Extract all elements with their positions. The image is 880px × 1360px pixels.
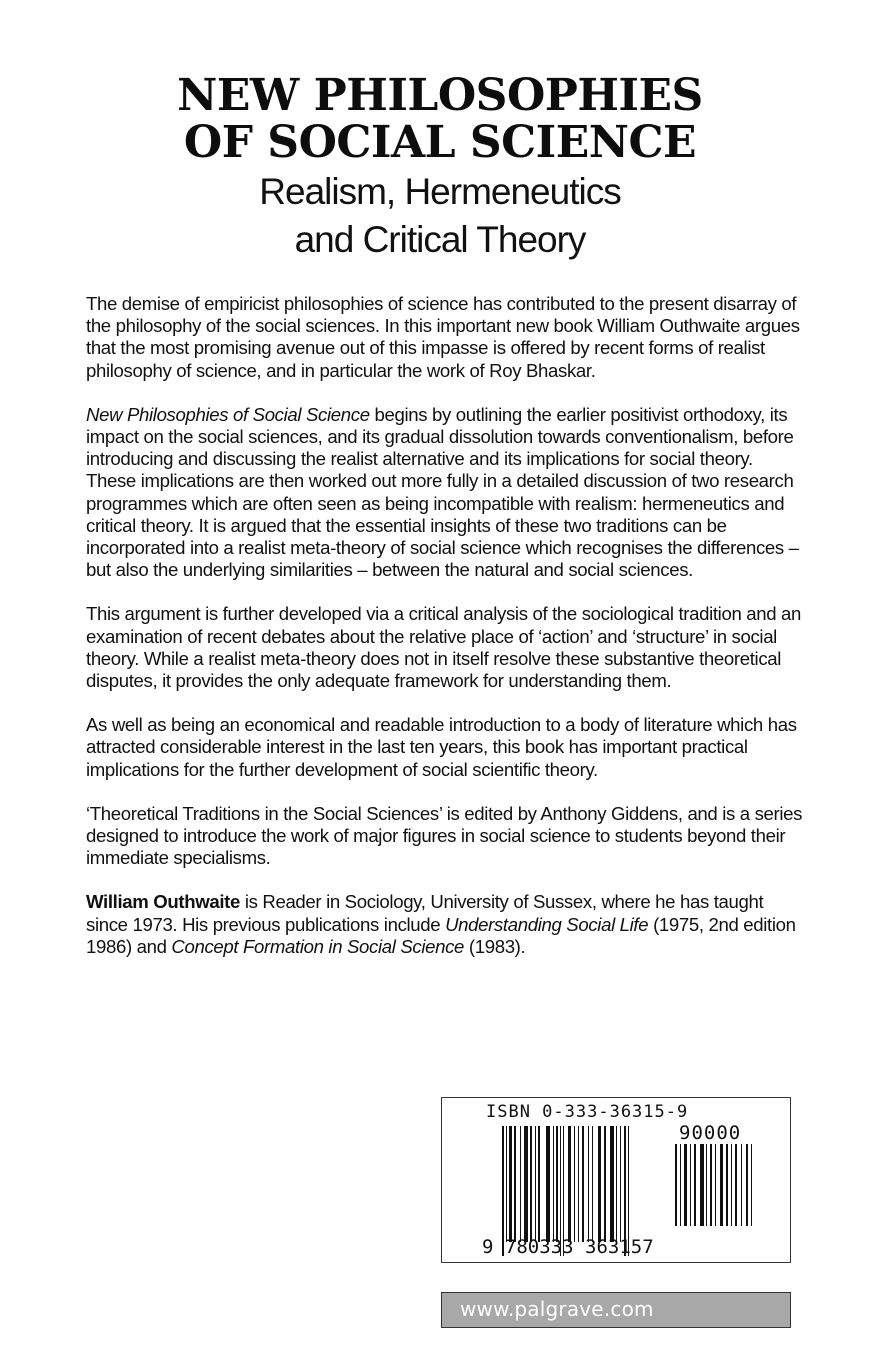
book-subtitle-line-2: and Critical Theory [294, 219, 586, 260]
blurb-paragraph-1: The demise of empiricist philosophies of science has contributed to the present disarray of the philosophy of the social sciences. In this important new book William Outhwaite argues that the most promising avenue out of this impasse is offered by recent forms of realist philosophy of science, and in particular the work of Roy Bhaskar. [86, 293, 800, 381]
ean-digits: 9 780333 363157 [482, 1236, 654, 1258]
barcode-bar [592, 1126, 593, 1242]
isbn-label: ISBN 0-333-36315-9 [486, 1102, 689, 1122]
barcode-addon-bar [675, 1144, 677, 1226]
previous-book-1: Understanding Social Life [445, 913, 649, 935]
publisher-url-box [441, 1292, 791, 1328]
barcode-bar [514, 1126, 516, 1242]
book-title-line-2: OF SOCIAL SCIENCE [183, 117, 697, 168]
blurb-paragraph-2: New Philosophies of Social Science begins by outlining the earlier positivist orthodoxy, its impact on the social sciences, and its gradual dissolution towards conventionalism, before introducing and discussing the realist alternative and its implications for social theory. These implications are then worked out more fully in a detailed discussion of two research programmes which are often seen as being incompatible with realism: hermeneutics and critical theory. It is argued that the essential insights of these two traditions can be incorporated into a realist meta-theory of social science which recognises the differences – but also the underlying similarities – between the natural and social sciences. [86, 403, 799, 581]
barcode-addon-bar [731, 1144, 732, 1226]
barcode-bar [588, 1126, 589, 1242]
book-title-italic: New Philosophies of Social Science [86, 403, 370, 425]
barcode-bar [553, 1126, 554, 1242]
barcode-addon-bar [746, 1144, 748, 1226]
barcode-bar [582, 1126, 584, 1242]
barcode-bar [578, 1126, 579, 1242]
barcode-bar [616, 1126, 617, 1242]
isbn-barcode [441, 1097, 791, 1263]
barcode-bar [520, 1126, 521, 1242]
barcode-bar [620, 1126, 621, 1242]
blurb-paragraph-3: This argument is further developed via a critical analysis of the sociological tradition and an examination of recent debates about the relative place of ‘action’ and ‘structure’ in social theory. While a realist meta-theory does not in itself resolve these substantive theoretical disputes, it provides the only adequate framework for understanding them. [86, 603, 802, 692]
barcode-addon-bar [710, 1144, 712, 1226]
barcode-bar [604, 1126, 606, 1242]
barcode-bar [538, 1126, 540, 1242]
barcode-bar [598, 1126, 601, 1242]
barcode-bar [530, 1126, 532, 1242]
barcode-bar [610, 1126, 614, 1242]
barcode-addon-bar [690, 1144, 691, 1226]
barcode-addon-bar [715, 1144, 716, 1226]
title-block [0, 72, 880, 262]
barcode-addon-bar [741, 1144, 742, 1226]
barcode-bar [546, 1126, 550, 1242]
price-code: 90000 [679, 1122, 742, 1144]
author-name: William Outhwaite [86, 891, 241, 913]
book-title-line-1: NEW PHILOSOPHIES [177, 70, 703, 121]
barcode-bar [574, 1126, 575, 1242]
author-bio: William Outhwaite is Reader in Sociology, University of Sussex, where he has taught since 1973. His previous publications include Understanding Social Life (1975, 2nd edition 1986) and Concept Formation in Social Science (1983). [86, 891, 796, 957]
barcode-bar [524, 1126, 528, 1242]
barcode-bar [509, 1126, 512, 1242]
series-note: ‘Theoretical Traditions in the Social Sciences’ is edited by Anthony Giddens, and is a series designed to introduce the work of major figures in social science to students beyond their immediate specialisms. [86, 802, 803, 869]
barcode-addon-bar [684, 1144, 687, 1226]
barcode-addon-bar [706, 1144, 707, 1226]
book-subtitle-line-1: Realism, Hermeneutics [259, 171, 621, 212]
barcode-bar [556, 1126, 558, 1242]
barcode-addon-bar [735, 1144, 737, 1226]
barcode-addon-bar [694, 1144, 696, 1226]
barcode-addon-bar [751, 1144, 752, 1226]
barcode-addon-bar [680, 1144, 681, 1226]
barcode-bar [535, 1126, 536, 1242]
barcode-addon-bar [700, 1144, 704, 1226]
barcode-addon-bar [720, 1144, 723, 1226]
barcode-addon-bar [726, 1144, 728, 1226]
blurb-text [86, 293, 806, 980]
barcode-bar [506, 1126, 507, 1242]
publisher-url: www.palgrave.com [460, 1297, 654, 1321]
previous-book-2: Concept Formation in Social Science [171, 935, 465, 957]
blurb-paragraph-4: As well as being an economical and readable introduction to a body of literature which has attracted considerable interest in the last ten years, this book has important practical implications for the further development of social scientific theory. [86, 714, 797, 780]
barcode-bar [568, 1126, 571, 1242]
